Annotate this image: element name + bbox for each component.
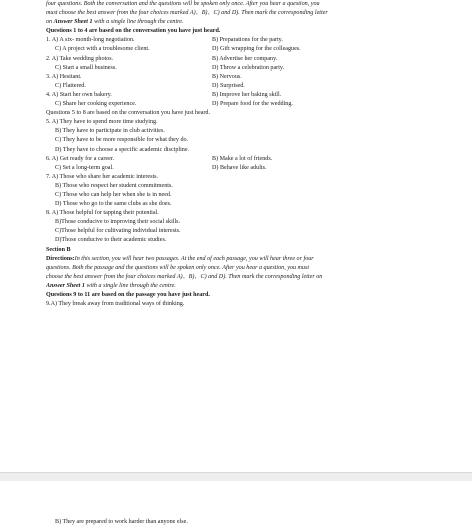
question-4-row-ab	[46, 91, 438, 100]
option-4d: D) Prepare food for the wedding.	[212, 101, 293, 108]
directions-label: Directions:	[46, 255, 75, 262]
option-3c: C) Flattered.	[55, 82, 86, 89]
option-3d: D) Surprised.	[212, 82, 245, 89]
question-1-row-ab	[46, 36, 438, 45]
answer-sheet-ref: Answer Sheet 1	[46, 282, 85, 289]
question-group-heading: Questions 5 to 8 are based on the conversation you have just heard.	[46, 110, 210, 117]
option-6c: C) Set a long-term goal.	[55, 164, 114, 171]
question-group-heading: Questions 1 to 4 are based on the conversation you have just heard.	[46, 28, 221, 35]
question-group-heading: Questions 9 to 11 are based on the passage you have just heard.	[46, 292, 210, 298]
section-b-heading: Section B	[46, 246, 71, 253]
option-1b: B) Preparations for the party.	[212, 37, 283, 44]
option-8c: C)Those helpful for cultivating individual interests.	[55, 228, 181, 235]
intro-line: four questions. Both the conversation and the questions will be spoken only once. After you hear a question, you	[46, 1, 320, 7]
option-5c: C) They have to be more responsible for what they do.	[55, 137, 189, 144]
option-4a: 4. A) Start her own bakery.	[46, 91, 112, 98]
option-8a: 8. A) Those helpful for tapping their potential.	[46, 210, 159, 217]
option-5d: D) They have to choose a specific academic discipline.	[55, 146, 190, 153]
option-5b: B) They have to participate in club activities.	[55, 128, 165, 135]
page-divider	[0, 472, 472, 481]
option-4b: B) Improve her baking skill.	[212, 91, 282, 98]
directions-line: Directions:In this section, you will hear two passages. At the end of each passage, you will hear three or four	[46, 255, 314, 262]
option-2b: B) Advertise her company.	[212, 55, 278, 62]
question-6-row-cd	[46, 164, 438, 173]
option-5a: 5. A) They have to spend more time studying.	[46, 119, 158, 126]
option-9a: 9.A) They break away from traditional ways of thinking.	[46, 301, 185, 308]
exam-page-2	[0, 481, 472, 529]
option-3a: 3. A) Hesitant.	[46, 73, 82, 80]
option-2d: D) Throw a celebration party.	[212, 64, 285, 71]
question-6-row-ab	[46, 155, 438, 164]
option-7d: D) Those who go to the same clubs as she does.	[55, 201, 172, 208]
question-1-row-cd	[46, 45, 438, 54]
directions-line: Answer Sheet 1 with a single line through the centre.	[46, 282, 176, 289]
question-3-row-ab	[46, 73, 438, 82]
option-6b: B) Make a lot of friends.	[212, 155, 273, 162]
question-2-row-cd	[46, 64, 438, 73]
option-8d: D)Those conducive to their academic studies.	[55, 237, 167, 244]
option-3b: B) Nervous.	[212, 73, 242, 80]
question-4-row-cd	[46, 100, 438, 109]
option-9b: B) They are prepared to work harder than anyone else.	[55, 519, 188, 525]
option-8b: B)Those conducive to improving their social skills.	[55, 219, 181, 226]
listening-section	[46, 0, 438, 309]
intro-line: must choose the best answer from the four choices marked A)、B)、C) and D). Then mark the corresponding letter	[46, 10, 328, 17]
option-1a: 1. A) A six- month-long negotiation.	[46, 37, 135, 44]
directions-line: choose the best answer from the four choices marked A)、B)、C) and D). Then mark the corresponding letter on	[46, 273, 323, 280]
option-4c: C) Share her cooking experience.	[55, 101, 137, 108]
option-6a: 6. A) Get ready for a career.	[46, 155, 115, 162]
directions-line: questions. Both the passage and the questions will be spoken only once. After you hear a question, you must	[46, 264, 310, 271]
option-1c: C) A project with a troublesome client.	[55, 46, 150, 53]
option-7c: C) Those who can help her when she is in need.	[55, 191, 172, 198]
option-2a: 2. A) Take wedding photos.	[46, 55, 114, 62]
option-7a: 7. A) Those who share her academic interests.	[46, 173, 159, 180]
answer-sheet-ref: Answer Sheet 1	[53, 19, 93, 26]
option-6d: D) Behave like adults.	[212, 164, 267, 171]
intro-line: on Answer Sheet 1 with a single line through the centre.	[46, 19, 184, 26]
question-2-row-ab	[46, 55, 438, 64]
option-2c: C) Start a small business.	[55, 64, 117, 71]
question-3-row-cd	[46, 82, 438, 91]
option-1d: D) Gift wrapping for the colleagues.	[212, 46, 301, 53]
option-7b: B) Those who respect her student commitments.	[55, 182, 173, 189]
